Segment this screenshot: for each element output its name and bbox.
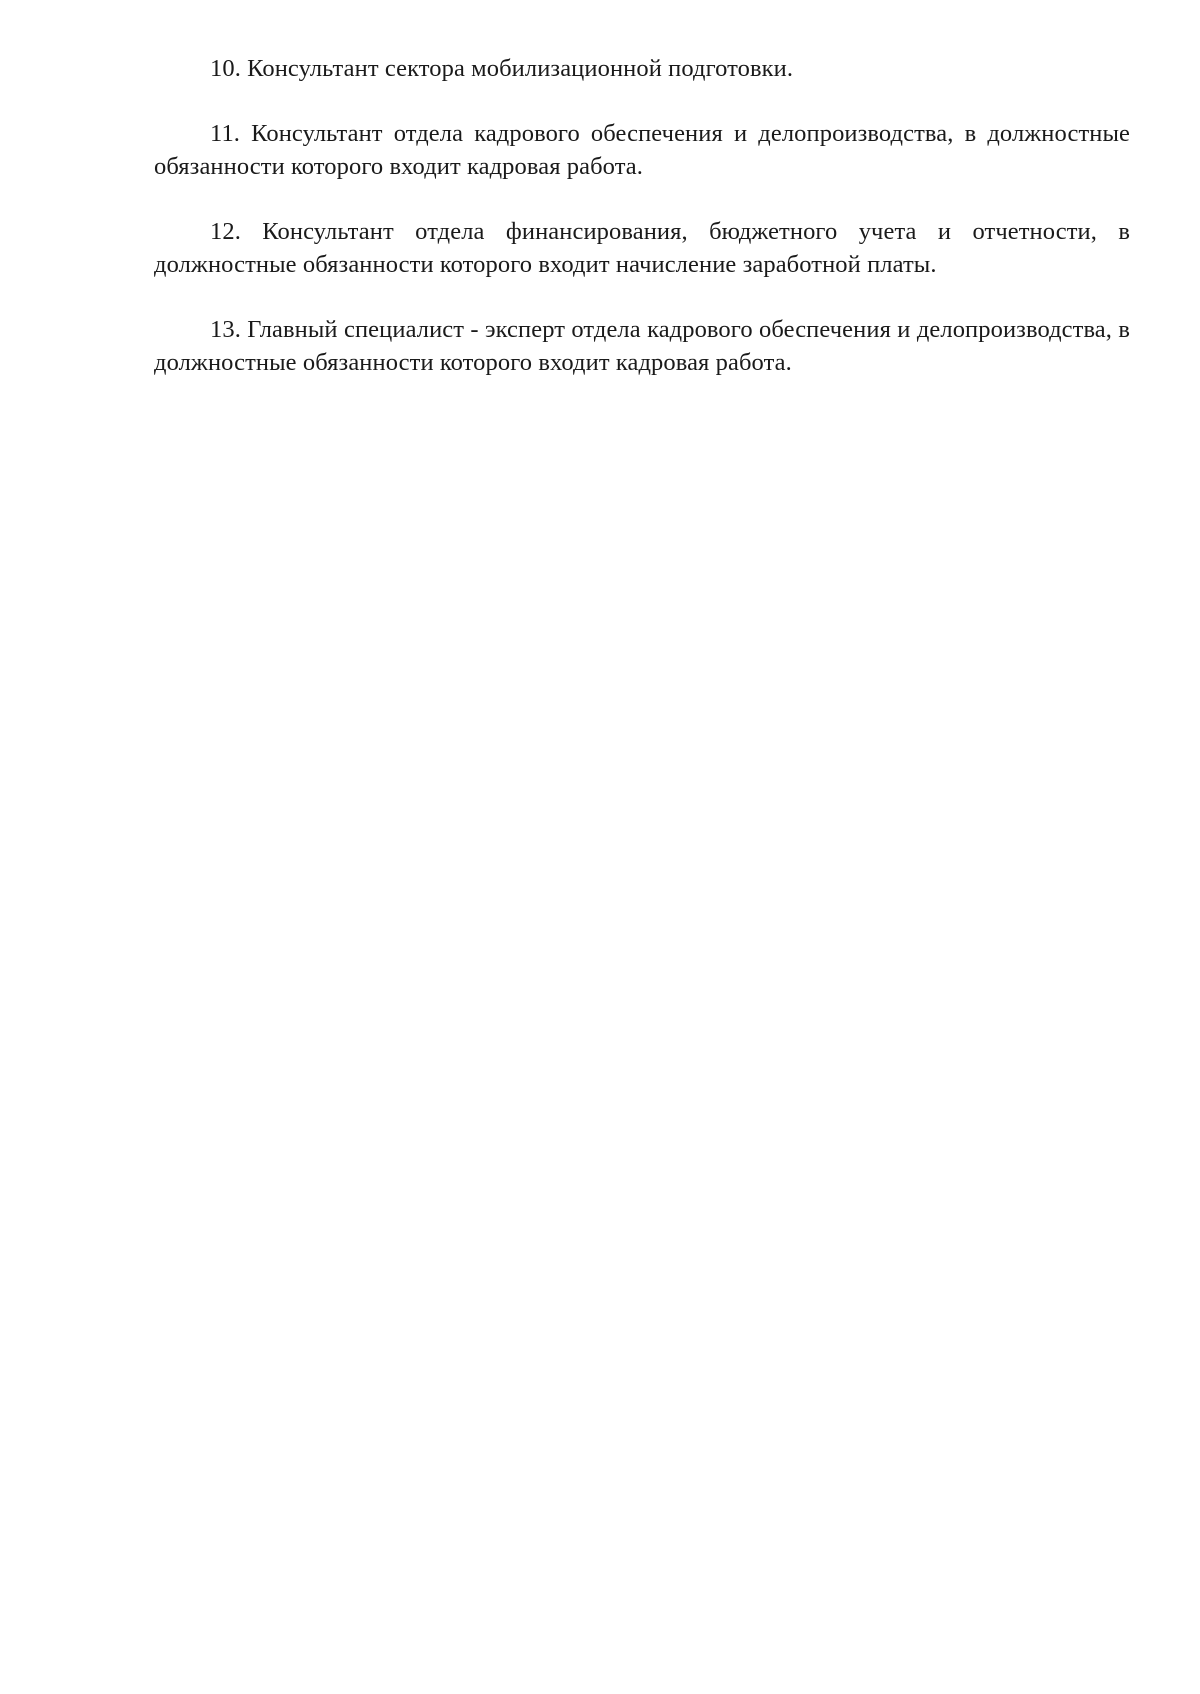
list-item-11: 11. Консультант отдела кадрового обеспечения и делопроизводства, в должностные обязанности которого входит кадровая работа.: [154, 120, 1130, 180]
document-body: [154, 52, 1130, 411]
list-item-12: 12. Консультант отдела финансирования, бюджетного учета и отчетности, в должностные обязанности которого входит начисление заработной платы.: [154, 218, 1130, 278]
list-item-13: 13. Главный специалист - эксперт отдела кадрового обеспечения и делопроизводства, в должностные обязанности которого входит кадровая работа.: [154, 316, 1130, 376]
list-item-10: 10. Консультант сектора мобилизационной подготовки.: [210, 55, 794, 82]
